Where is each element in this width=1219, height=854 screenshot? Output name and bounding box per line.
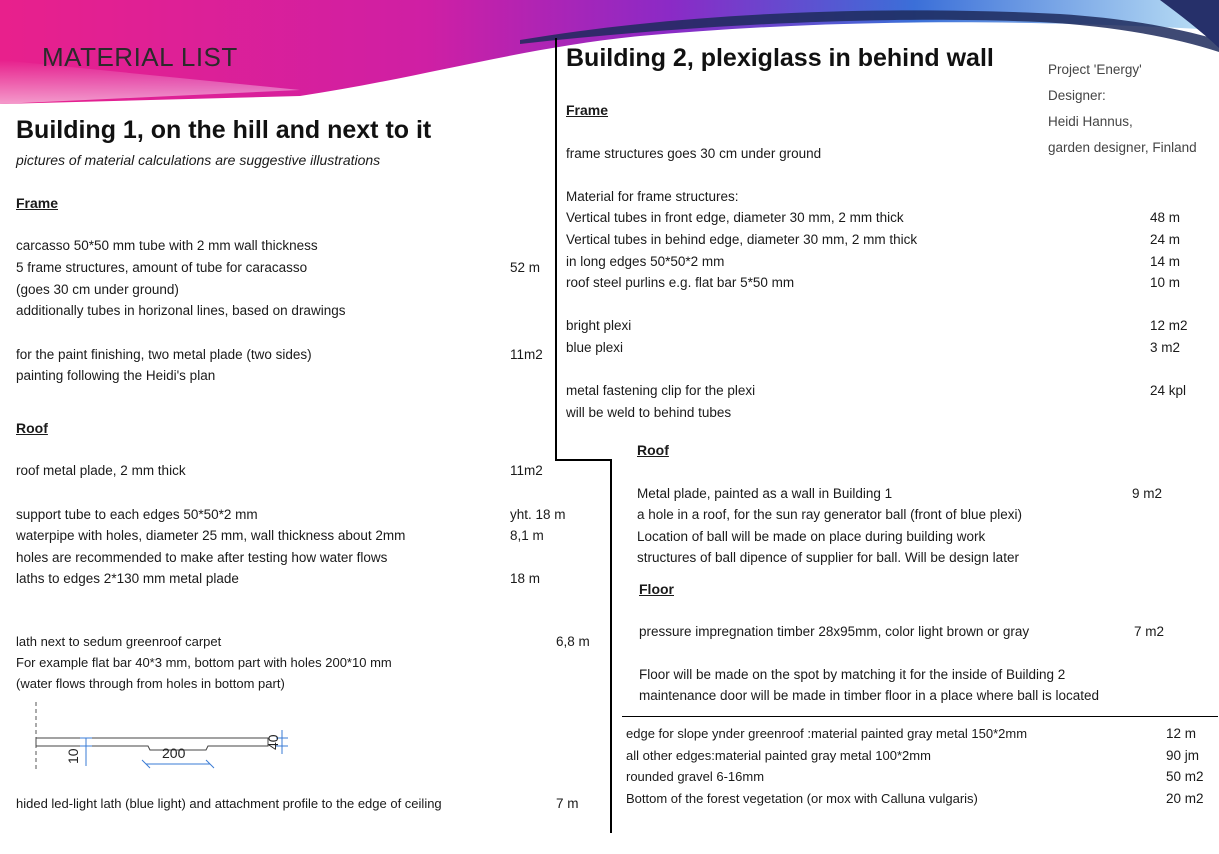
b2-roof-line: Location of ball will be made on place during building work xyxy=(637,529,986,544)
b1-roof-qty: 18 m xyxy=(510,571,541,586)
b2-edge-line: rounded gravel 6-16mm xyxy=(626,769,765,784)
b1-lath-line: lath next to sedum greenroof carpet xyxy=(16,634,222,649)
building1-subtitle: pictures of material calculations are suggestive illustrations xyxy=(16,152,381,168)
b1-roof-line: support tube to each edges 50*50*2 mm xyxy=(16,507,258,522)
project-designer-label: Designer: xyxy=(1048,88,1106,103)
b2-floor-line: Floor will be made on the spot by matching it for the inside of Building 2 xyxy=(639,667,1066,682)
b2-plexi-line: bright plexi xyxy=(566,318,632,333)
b2-frame-line: Vertical tubes in front edge, diameter 30 mm, 2 mm thick xyxy=(566,210,904,225)
b2-floor-line: maintenance door will be made in timber floor in a place where ball is located xyxy=(639,688,1099,703)
dim-200: 200 xyxy=(162,745,186,761)
b2-frame-qty: 48 m xyxy=(1150,210,1181,225)
b2-clip-line: metal fastening clip for the plexi xyxy=(566,383,756,398)
b2-roof-heading: Roof xyxy=(637,442,669,458)
lath-profile-drawing xyxy=(28,700,308,775)
b1-frame-qty: 11m2 xyxy=(510,347,543,362)
b1-led-qty: 7 m xyxy=(556,796,579,811)
b1-frame-line: additionally tubes in horizonal lines, based on drawings xyxy=(16,303,346,318)
b1-lath-line: (water flows through from holes in bottom part) xyxy=(16,676,285,691)
b2-frame-line: Material for frame structures: xyxy=(566,189,739,204)
b1-lath-qty: 6,8 m xyxy=(556,634,590,649)
b1-roof-line: roof metal plade, 2 mm thick xyxy=(16,463,186,478)
b2-frame-line: Vertical tubes in behind edge, diameter 30 mm, 2 mm thick xyxy=(566,232,918,247)
b2-edge-line: Bottom of the forest vegetation (or mox with Calluna vulgaris) xyxy=(626,791,978,806)
b2-plexi-qty: 3 m2 xyxy=(1150,340,1181,355)
b2-edge-qty: 12 m xyxy=(1166,726,1197,741)
b2-floor-line: pressure impregnation timber 28x95mm, color light brown or gray xyxy=(639,624,1030,639)
b1-roof-qty: yht. 18 m xyxy=(510,507,566,522)
b2-edge-qty: 50 m2 xyxy=(1166,769,1204,784)
b1-roof-qty: 11m2 xyxy=(510,463,543,478)
b2-plexi-line: blue plexi xyxy=(566,340,624,355)
b2-frame-line: frame structures goes 30 cm under ground xyxy=(566,146,822,161)
b1-roof-line: waterpipe with holes, diameter 25 mm, wall thickness about 2mm xyxy=(16,528,406,543)
b2-roof-line: structures of ball dipence of supplier for ball. Will be design later xyxy=(637,550,1019,565)
b1-frame-line: carcasso 50*50 mm tube with 2 mm wall thickness xyxy=(16,238,318,253)
b2-frame-qty: 24 m xyxy=(1150,232,1181,247)
b2-roof-line: a hole in a roof, for the sun ray generator ball (front of blue plexi) xyxy=(637,507,1022,522)
b2-frame-line: roof steel purlins e.g. flat bar 5*50 mm xyxy=(566,275,795,290)
b2-floor-qty: 7 m2 xyxy=(1134,624,1165,639)
b2-clip-qty: 24 kpl xyxy=(1150,383,1187,398)
divider-step-h xyxy=(555,459,612,461)
b1-roof-heading: Roof xyxy=(16,420,48,436)
b1-frame-line: 5 frame structures, amount of tube for caracasso xyxy=(16,260,308,275)
b1-frame-heading: Frame xyxy=(16,195,59,211)
b1-frame-line: for the paint finishing, two metal plade (two sides) xyxy=(16,347,312,362)
project-designer-name: Heidi Hannus, xyxy=(1048,114,1133,129)
b2-frame-qty: 10 m xyxy=(1150,275,1181,290)
b2-edge-qty: 20 m2 xyxy=(1166,791,1204,806)
b2-roof-line: Metal plade, painted as a wall in Building 1 xyxy=(637,486,893,501)
b1-roof-line: laths to edges 2*130 mm metal plade xyxy=(16,571,239,586)
project-name: Project 'Energy' xyxy=(1048,62,1142,77)
b1-frame-qty: 52 m xyxy=(510,260,541,275)
b2-frame-heading: Frame xyxy=(566,102,609,118)
b2-clip-line: will be weld to behind tubes xyxy=(566,405,732,420)
building1-title: Building 1, on the hill and next to it xyxy=(16,116,432,144)
b2-edge-line: edge for slope ynder greenroof :material painted gray metal 150*2mm xyxy=(626,726,1028,741)
b1-lath-line: For example flat bar 40*3 mm, bottom part with holes 200*10 mm xyxy=(16,655,392,670)
b1-roof-qty: 8,1 m xyxy=(510,528,544,543)
b2-edge-line: all other edges:material painted gray metal 100*2mm xyxy=(626,748,931,763)
building2-title: Building 2, plexiglass in behind wall xyxy=(566,44,994,72)
b1-frame-line: painting following the Heidi's plan xyxy=(16,368,216,383)
b2-plexi-qty: 12 m2 xyxy=(1150,318,1188,333)
b1-roof-line: holes are recommended to make after testing how water flows xyxy=(16,550,388,565)
slide-title: MATERIAL LIST xyxy=(42,42,238,72)
b2-frame-qty: 14 m xyxy=(1150,254,1181,269)
divider-lower xyxy=(610,459,612,833)
b2-edge-qty: 90 jm xyxy=(1166,748,1200,763)
b2-frame-line: in long edges 50*50*2 mm xyxy=(566,254,725,269)
b2-roof-qty: 9 m2 xyxy=(1132,486,1163,501)
edge-divider xyxy=(622,716,1218,717)
dim-40: 40 xyxy=(265,734,281,750)
column-divider xyxy=(555,38,557,460)
b1-led-line: hided led-light lath (blue light) and attachment profile to the edge of ceiling xyxy=(16,796,442,811)
project-designer-role: garden designer, Finland xyxy=(1048,140,1197,155)
b1-frame-line: (goes 30 cm under ground) xyxy=(16,282,179,297)
b2-floor-heading: Floor xyxy=(639,581,674,597)
dim-10: 10 xyxy=(65,748,81,764)
